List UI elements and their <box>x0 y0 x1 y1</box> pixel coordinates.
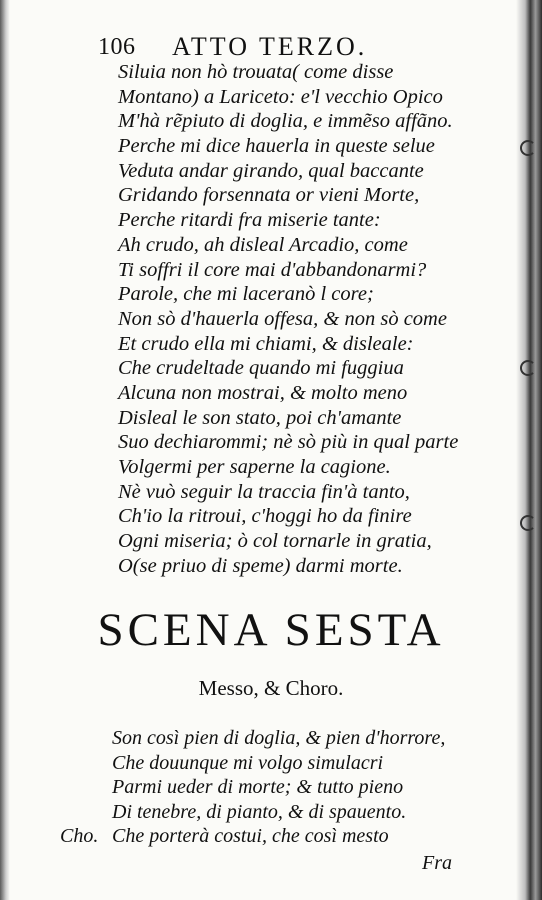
verse-line: Ogni miseria; ò col tornarle in gratia, <box>118 530 432 553</box>
dialogue-text: Di tenebre, di pianto, & di spauento. <box>112 800 407 823</box>
verse-line: Non sò d'hauerla offesa, & non sò come <box>118 307 447 330</box>
verse-line: Parole, che mi laceranò l core; <box>118 283 374 306</box>
verse-line: Gridando forsennata or vieni Morte, <box>118 184 420 207</box>
dialogue-line <box>60 751 480 776</box>
verse-line: Alcuna non mostrai, & molto meno <box>118 381 408 404</box>
verse-block <box>118 60 498 578</box>
running-head: ATTO TERZO. <box>172 32 368 61</box>
verse-line: Che crudeltade quando mi fuggiua <box>118 357 404 380</box>
verse-line: O(se priuo di speme) darmi morte. <box>118 554 403 577</box>
dialogue-block <box>60 726 480 849</box>
speaker-label: Cho. <box>60 825 99 847</box>
dialogue-text: Che porterà costui, che così mesto <box>112 825 389 847</box>
dialogue-text: Parmi ueder di morte; & tutto pieno <box>112 776 404 798</box>
dialogue-line <box>60 775 480 800</box>
scene-persons: Messo, & Choro. <box>198 676 344 700</box>
verse-line: Perche mi dice hauerla in queste selue <box>118 135 435 158</box>
verse-line: Ti soffri il core mai d'abbandonarmi? <box>118 258 427 281</box>
next-page-edge <box>516 0 542 900</box>
verse-line: Ah crudo, ah disleal Arcadio, come <box>118 233 408 256</box>
verse-line: Perche ritardi fra miserie tante: <box>118 209 381 232</box>
verse-line: Veduta andar girando, qual baccante <box>118 159 424 182</box>
show-through-mark <box>520 140 536 156</box>
verse-line: Ch'io la ritroui, c'hoggi ho da finire <box>118 505 412 528</box>
page-gutter-shadow <box>0 0 10 900</box>
verse-line: Montano) a Lariceto: e'l vecchio Opico <box>118 85 443 108</box>
dialogue-line <box>60 800 480 825</box>
verse-line: M'hà rẽpiuto di doglia, e immẽso affãno. <box>118 110 453 133</box>
dialogue-line <box>60 726 480 751</box>
show-through-mark <box>520 515 536 531</box>
scene-title: SCENA SESTA <box>97 604 445 656</box>
dialogue-line <box>60 824 480 849</box>
dialogue-text: Son così pien di doglia, & pien d'horrore, <box>112 727 446 749</box>
catchword: Fra <box>422 852 452 874</box>
dialogue-text: Che douunque mi volgo simulacri <box>112 751 384 774</box>
verse-line: Suo dechiarommi; nè sò più in qual parte <box>118 431 459 454</box>
verse-line: Siluia non hò trouata( come disse <box>118 61 394 83</box>
verse-line: Disleal le son stato, poi ch'amante <box>118 406 402 429</box>
show-through-mark <box>520 360 536 376</box>
page-number: 106 <box>98 34 136 60</box>
verse-line: Volgermi per saperne la cagione. <box>118 456 391 478</box>
verse-line: Nè vuò seguir la traccia fin'à tanto, <box>118 480 410 503</box>
verse-line: Et crudo ella mi chiami, & disleale: <box>118 332 414 355</box>
